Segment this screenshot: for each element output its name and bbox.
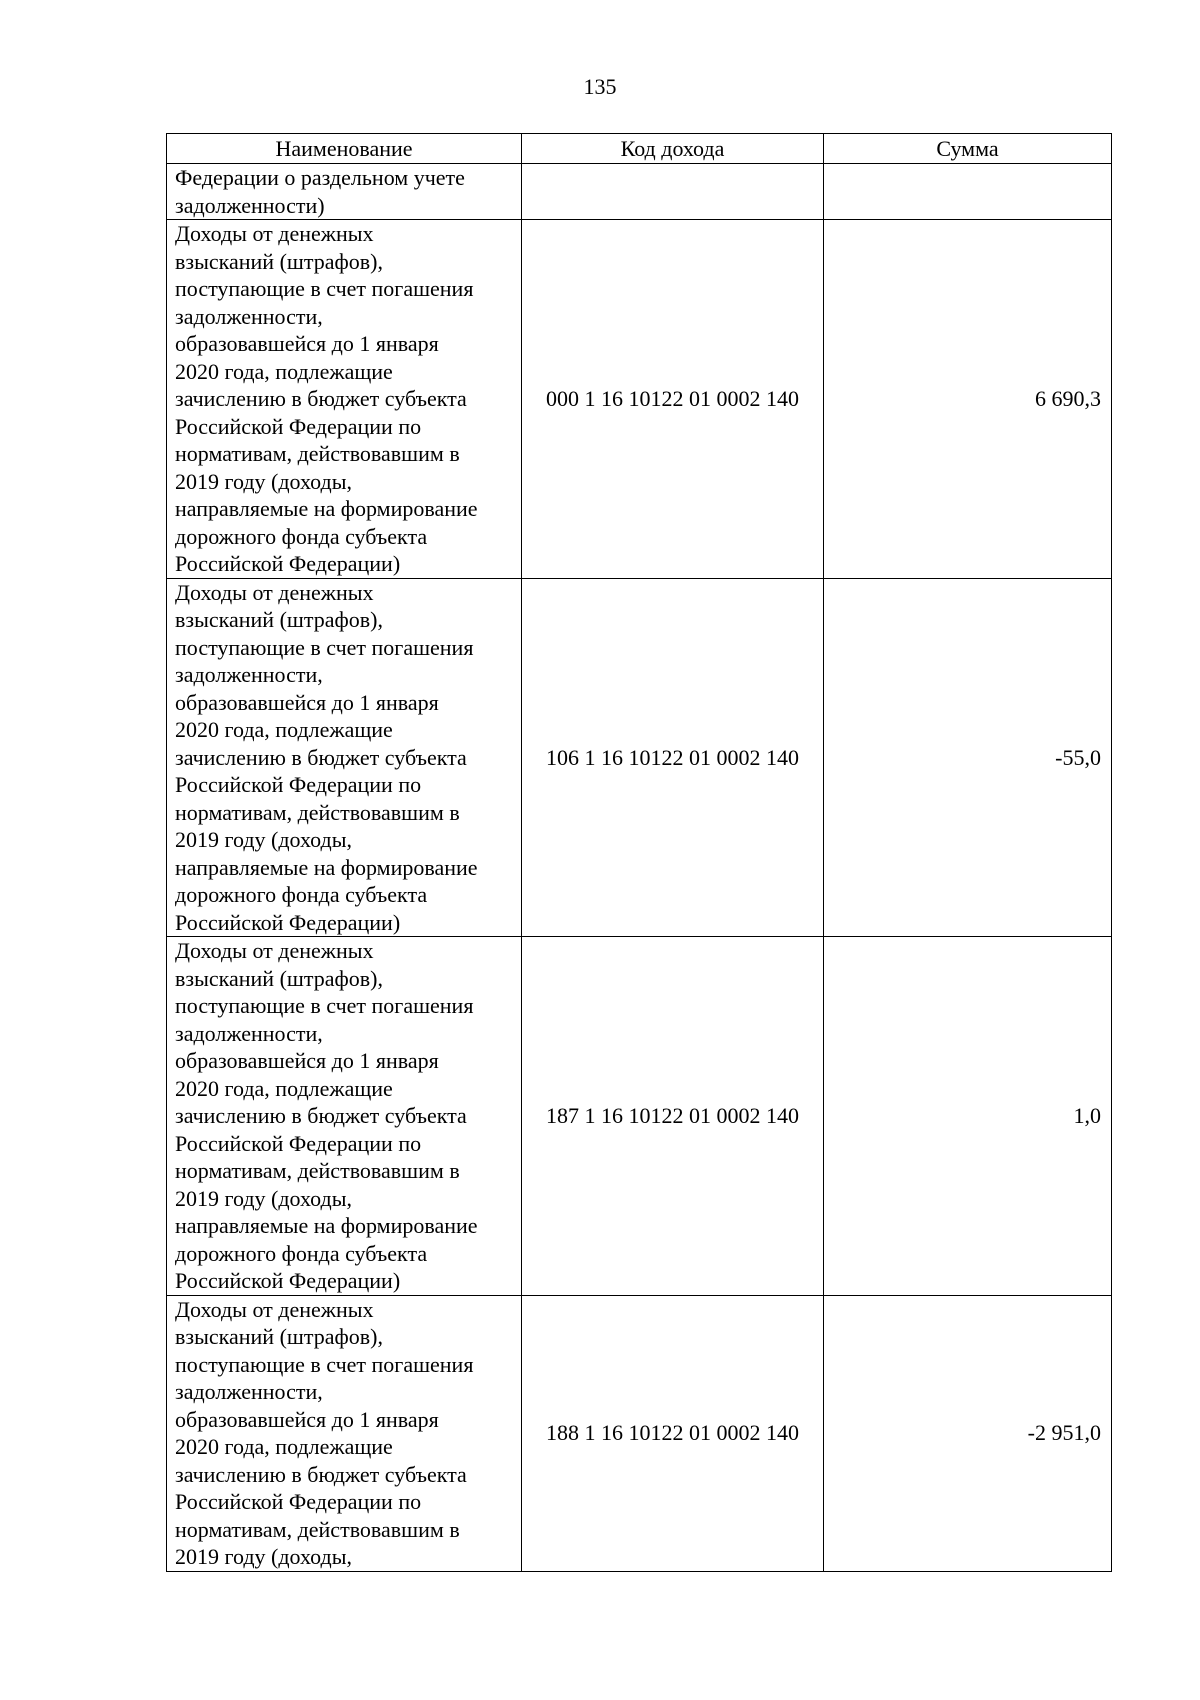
cell-sum: -2 951,0	[824, 1295, 1112, 1571]
cell-name: Доходы от денежных взысканий (штрафов), поступающие в счет погашения задолженности, образовавшейся до 1 января 2020 года, подлежащие зачислению в бюджет субъекта Российской Федерации по нормативам, действовавшим в 2019 году (доходы, направляемые на формирование дорожного фонда субъекта Российской Федерации)	[167, 578, 522, 937]
header-sum: Сумма	[824, 134, 1112, 164]
budget-revenue-table	[166, 133, 1112, 1572]
cell-code: 106 1 16 10122 01 0002 140	[522, 578, 824, 937]
table-row	[167, 220, 1112, 579]
cell-name: Доходы от денежных взысканий (штрафов), поступающие в счет погашения задолженности, образовавшейся до 1 января 2020 года, подлежащие зачислению в бюджет субъекта Российской Федерации по нормативам, действовавшим в 2019 году (доходы, направляемые на формирование дорожного фонда субъекта Российской Федерации)	[167, 937, 522, 1296]
cell-sum: 1,0	[824, 937, 1112, 1296]
page-number: 135	[583, 74, 617, 99]
table-row	[167, 937, 1112, 1296]
table-row	[167, 578, 1112, 937]
cell-sum: 6 690,3	[824, 220, 1112, 579]
cell-code: 000 1 16 10122 01 0002 140	[522, 220, 824, 579]
cell-sum	[824, 164, 1112, 220]
cell-name: Федерации о раздельном учете задолженности)	[167, 164, 522, 220]
cell-sum: -55,0	[824, 578, 1112, 937]
cell-name: Доходы от денежных взысканий (штрафов), поступающие в счет погашения задолженности, образовавшейся до 1 января 2020 года, подлежащие зачислению в бюджет субъекта Российской Федерации по нормативам, действовавшим в 2019 году (доходы,	[167, 1295, 522, 1571]
header-name: Наименование	[167, 134, 522, 164]
header-code: Код дохода	[522, 134, 824, 164]
cell-code: 188 1 16 10122 01 0002 140	[522, 1295, 824, 1571]
cell-name: Доходы от денежных взысканий (штрафов), поступающие в счет погашения задолженности, образовавшейся до 1 января 2020 года, подлежащие зачислению в бюджет субъекта Российской Федерации по нормативам, действовавшим в 2019 году (доходы, направляемые на формирование дорожного фонда субъекта Российской Федерации)	[167, 220, 522, 579]
cell-code	[522, 164, 824, 220]
cell-code: 187 1 16 10122 01 0002 140	[522, 937, 824, 1296]
table-row	[167, 1295, 1112, 1571]
table-header-row	[167, 134, 1112, 164]
table-row	[167, 164, 1112, 220]
